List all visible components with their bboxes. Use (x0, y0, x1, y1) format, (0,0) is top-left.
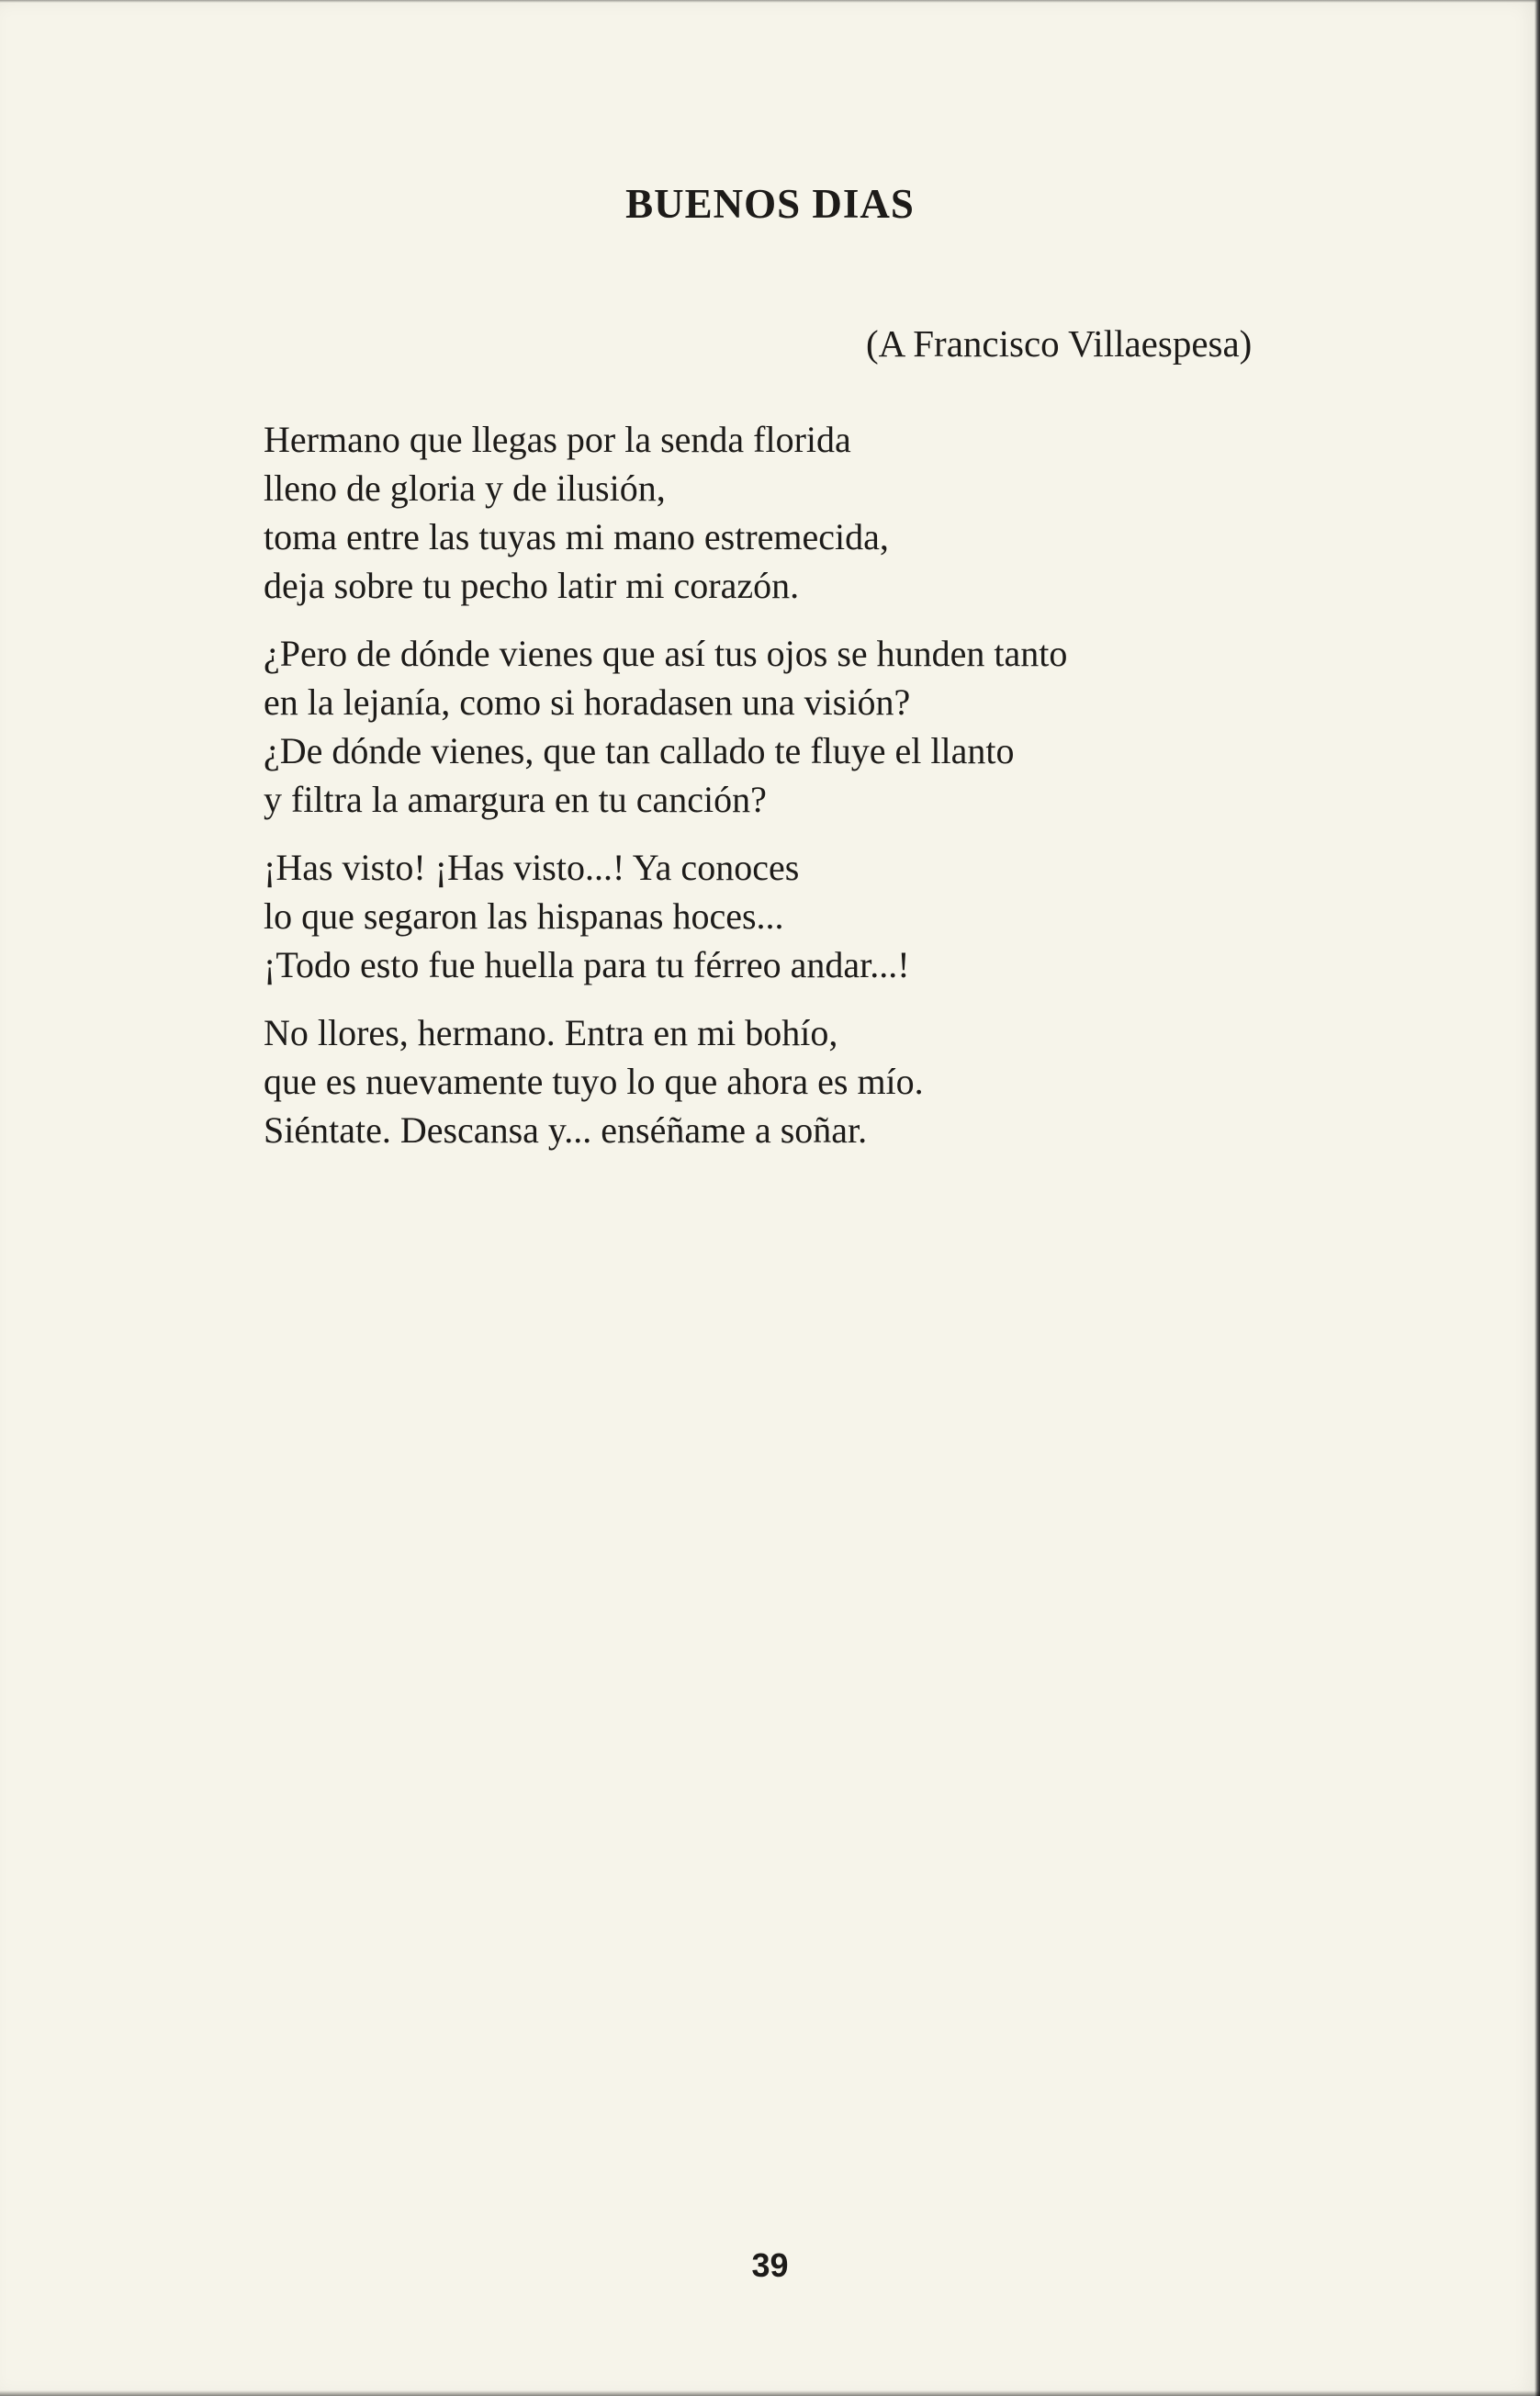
page-right-edge (1534, 0, 1540, 2396)
page-bottom-edge (0, 2390, 1540, 2396)
verse-line: ¡Todo esto fue huella para tu férreo andar...! (264, 944, 910, 985)
verse-line: ¿Pero de dónde vienes que así tus ojos se hunden tanto (264, 633, 1068, 674)
verse-line: lleno de gloria y de ilusión, (264, 467, 666, 509)
poem-dedication: (A Francisco Villaespesa) (866, 322, 1253, 365)
poem-body (264, 415, 1320, 1174)
verse-line: ¿De dónde vienes, que tan callado te fluye el llanto (264, 730, 1015, 771)
stanza-4 (264, 1008, 1320, 1154)
verse-line: ¡Has visto! ¡Has visto...! Ya conoces (264, 847, 800, 888)
verse-line: Siéntate. Descansa y... enséñame a soñar. (264, 1109, 868, 1151)
verse-line: lo que segaron las hispanas hoces... (264, 895, 784, 937)
page-number: 39 (751, 2246, 789, 2284)
verse-line: toma entre las tuyas mi mano estremecida, (264, 516, 889, 557)
stanza-1 (264, 415, 1320, 610)
stanza-2 (264, 629, 1320, 824)
verse-line: que es nuevamente tuyo lo que ahora es mío. (264, 1061, 924, 1102)
page-top-edge (0, 0, 1540, 3)
verse-line: en la lejanía, como si horadasen una visión? (264, 681, 911, 723)
verse-line: No llores, hermano. Entra en mi bohío, (264, 1012, 838, 1053)
verse-line: Hermano que llegas por la senda florida (264, 419, 851, 460)
verse-line: deja sobre tu pecho latir mi corazón. (264, 565, 800, 606)
poem-title: BUENOS DIAS (625, 181, 915, 227)
stanza-3 (264, 843, 1320, 989)
verse-line: y filtra la amargura en tu canción? (264, 779, 767, 820)
